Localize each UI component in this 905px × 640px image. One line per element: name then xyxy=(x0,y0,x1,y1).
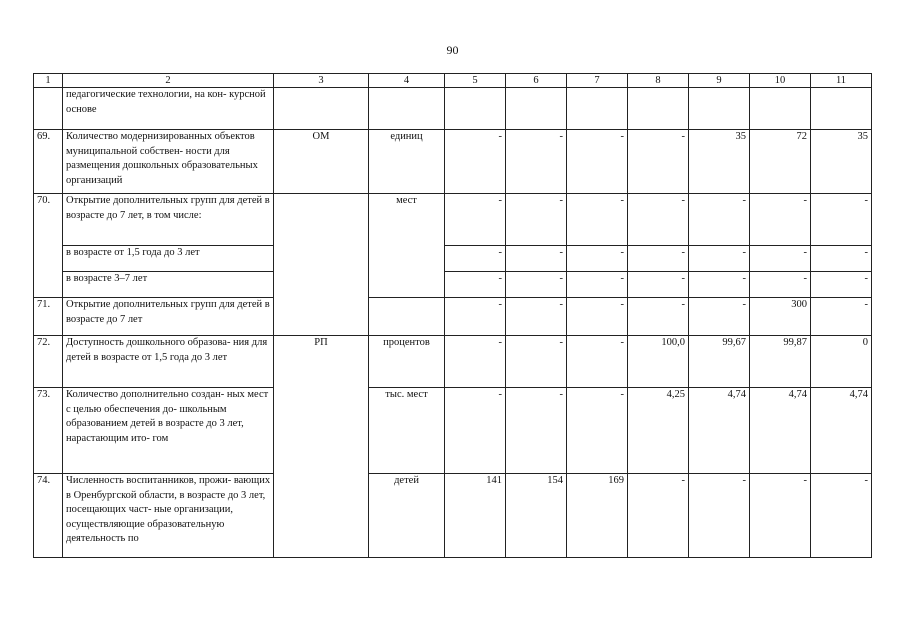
unit-cell: детей xyxy=(369,474,445,558)
value-cell: - xyxy=(689,298,750,336)
indicator-name-cell: Доступность дошкольного образова- ния для детей в возрасте от 1,5 года до 3 лет xyxy=(63,336,274,388)
table-row xyxy=(34,272,872,298)
header-cell: 11 xyxy=(811,74,872,88)
value-cell: - xyxy=(628,194,689,246)
value-cell: 4,74 xyxy=(811,388,872,474)
row-number-cell: 70. xyxy=(34,194,63,298)
value-cell: - xyxy=(506,336,567,388)
value-cell: - xyxy=(628,246,689,272)
value-cell: 154 xyxy=(506,474,567,558)
value-cell: 100,0 xyxy=(628,336,689,388)
value-cell: - xyxy=(567,130,628,194)
value-cell: - xyxy=(750,194,811,246)
value-cell: 4,74 xyxy=(750,388,811,474)
value-cell: - xyxy=(689,246,750,272)
header-cell: 8 xyxy=(628,74,689,88)
value-cell: - xyxy=(628,130,689,194)
value-cell: - xyxy=(506,194,567,246)
header-cell: 3 xyxy=(274,74,369,88)
indicator-name-cell: в возрасте от 1,5 года до 3 лет xyxy=(63,246,274,272)
value-cell: 35 xyxy=(811,130,872,194)
row-number-cell: 72. xyxy=(34,336,63,388)
indicator-name-cell: педагогические технологии, на кон- курсной основе xyxy=(63,88,274,130)
unit-cell: единиц xyxy=(369,130,445,194)
row-number-cell: 73. xyxy=(34,388,63,474)
value-cell: - xyxy=(628,298,689,336)
value-cell: 4,25 xyxy=(628,388,689,474)
value-cell: - xyxy=(689,194,750,246)
table-row xyxy=(34,336,872,388)
value-cell: - xyxy=(750,272,811,298)
value-cell: 4,74 xyxy=(689,388,750,474)
value-cell xyxy=(506,88,567,130)
value-cell: - xyxy=(567,246,628,272)
header-cell: 4 xyxy=(369,74,445,88)
header-cell: 10 xyxy=(750,74,811,88)
row-number-cell: 71. xyxy=(34,298,63,336)
indicator-name-cell: в возрасте 3–7 лет xyxy=(63,272,274,298)
indicator-table xyxy=(33,73,872,558)
unit-cell xyxy=(369,88,445,130)
table-row xyxy=(34,246,872,272)
value-cell: - xyxy=(506,246,567,272)
value-cell: 99,67 xyxy=(689,336,750,388)
unit-cell xyxy=(369,298,445,336)
header-cell: 2 xyxy=(63,74,274,88)
value-cell: - xyxy=(506,388,567,474)
source-cell xyxy=(274,194,369,336)
value-cell: - xyxy=(567,298,628,336)
indicator-name-cell: Открытие дополнительных групп для детей в возрасте до 7 лет, в том числе: xyxy=(63,194,274,246)
value-cell: - xyxy=(567,272,628,298)
unit-cell: мест xyxy=(369,194,445,298)
unit-cell: процентов xyxy=(369,336,445,388)
value-cell: - xyxy=(506,130,567,194)
header-cell: 6 xyxy=(506,74,567,88)
value-cell xyxy=(811,88,872,130)
value-cell: 169 xyxy=(567,474,628,558)
value-cell: - xyxy=(567,388,628,474)
value-cell: - xyxy=(628,272,689,298)
value-cell: 300 xyxy=(750,298,811,336)
source-cell: РП xyxy=(274,336,369,558)
value-cell: - xyxy=(689,474,750,558)
value-cell: - xyxy=(811,474,872,558)
value-cell: - xyxy=(445,194,506,246)
table-row xyxy=(34,474,872,558)
value-cell: 141 xyxy=(445,474,506,558)
row-number-cell: 74. xyxy=(34,474,63,558)
indicator-name-cell: Открытие дополнительных групп для детей в возрасте до 7 лет xyxy=(63,298,274,336)
value-cell: - xyxy=(567,194,628,246)
value-cell: - xyxy=(445,388,506,474)
value-cell xyxy=(689,88,750,130)
value-cell: - xyxy=(811,246,872,272)
value-cell: 0 xyxy=(811,336,872,388)
table-row xyxy=(34,194,872,246)
value-cell: - xyxy=(506,298,567,336)
value-cell: - xyxy=(750,246,811,272)
value-cell: - xyxy=(689,272,750,298)
value-cell: - xyxy=(506,272,567,298)
header-cell: 7 xyxy=(567,74,628,88)
table-row xyxy=(34,88,872,130)
value-cell: - xyxy=(750,474,811,558)
value-cell: - xyxy=(628,474,689,558)
table-row xyxy=(34,388,872,474)
indicator-name-cell: Количество дополнительно создан- ных мест с целью обеспечения до- школьным образованием детей в возрасте до 3 лет, нарастающим ито- гом xyxy=(63,388,274,474)
value-cell: - xyxy=(445,336,506,388)
value-cell: - xyxy=(445,298,506,336)
unit-cell: тыс. мест xyxy=(369,388,445,474)
value-cell xyxy=(750,88,811,130)
header-cell: 9 xyxy=(689,74,750,88)
table-row xyxy=(34,298,872,336)
value-cell: - xyxy=(445,246,506,272)
value-cell: 72 xyxy=(750,130,811,194)
value-cell: 99,87 xyxy=(750,336,811,388)
value-cell xyxy=(628,88,689,130)
source-cell: ОМ xyxy=(274,130,369,194)
value-cell: 35 xyxy=(689,130,750,194)
table-header-row xyxy=(34,74,872,88)
indicator-name-cell: Количество модернизированных объектов муниципальной собствен- ности для размещения дошкольных образовательных организаций xyxy=(63,130,274,194)
value-cell: - xyxy=(811,272,872,298)
page-number: 90 xyxy=(446,43,459,57)
value-cell: - xyxy=(445,130,506,194)
value-cell xyxy=(445,88,506,130)
table-row xyxy=(34,130,872,194)
value-cell: - xyxy=(811,298,872,336)
value-cell: - xyxy=(445,272,506,298)
indicator-name-cell: Численность воспитанников, прожи- вающих в Оренбургской области, в возрасте до 3 лет, посещающих част- ные организации, осуществляющие образовательную деятельность по xyxy=(63,474,274,558)
row-number-cell: 69. xyxy=(34,130,63,194)
header-cell: 1 xyxy=(34,74,63,88)
value-cell: - xyxy=(811,194,872,246)
source-cell xyxy=(274,88,369,130)
value-cell: - xyxy=(567,336,628,388)
header-cell: 5 xyxy=(445,74,506,88)
value-cell xyxy=(567,88,628,130)
row-number-cell xyxy=(34,88,63,130)
